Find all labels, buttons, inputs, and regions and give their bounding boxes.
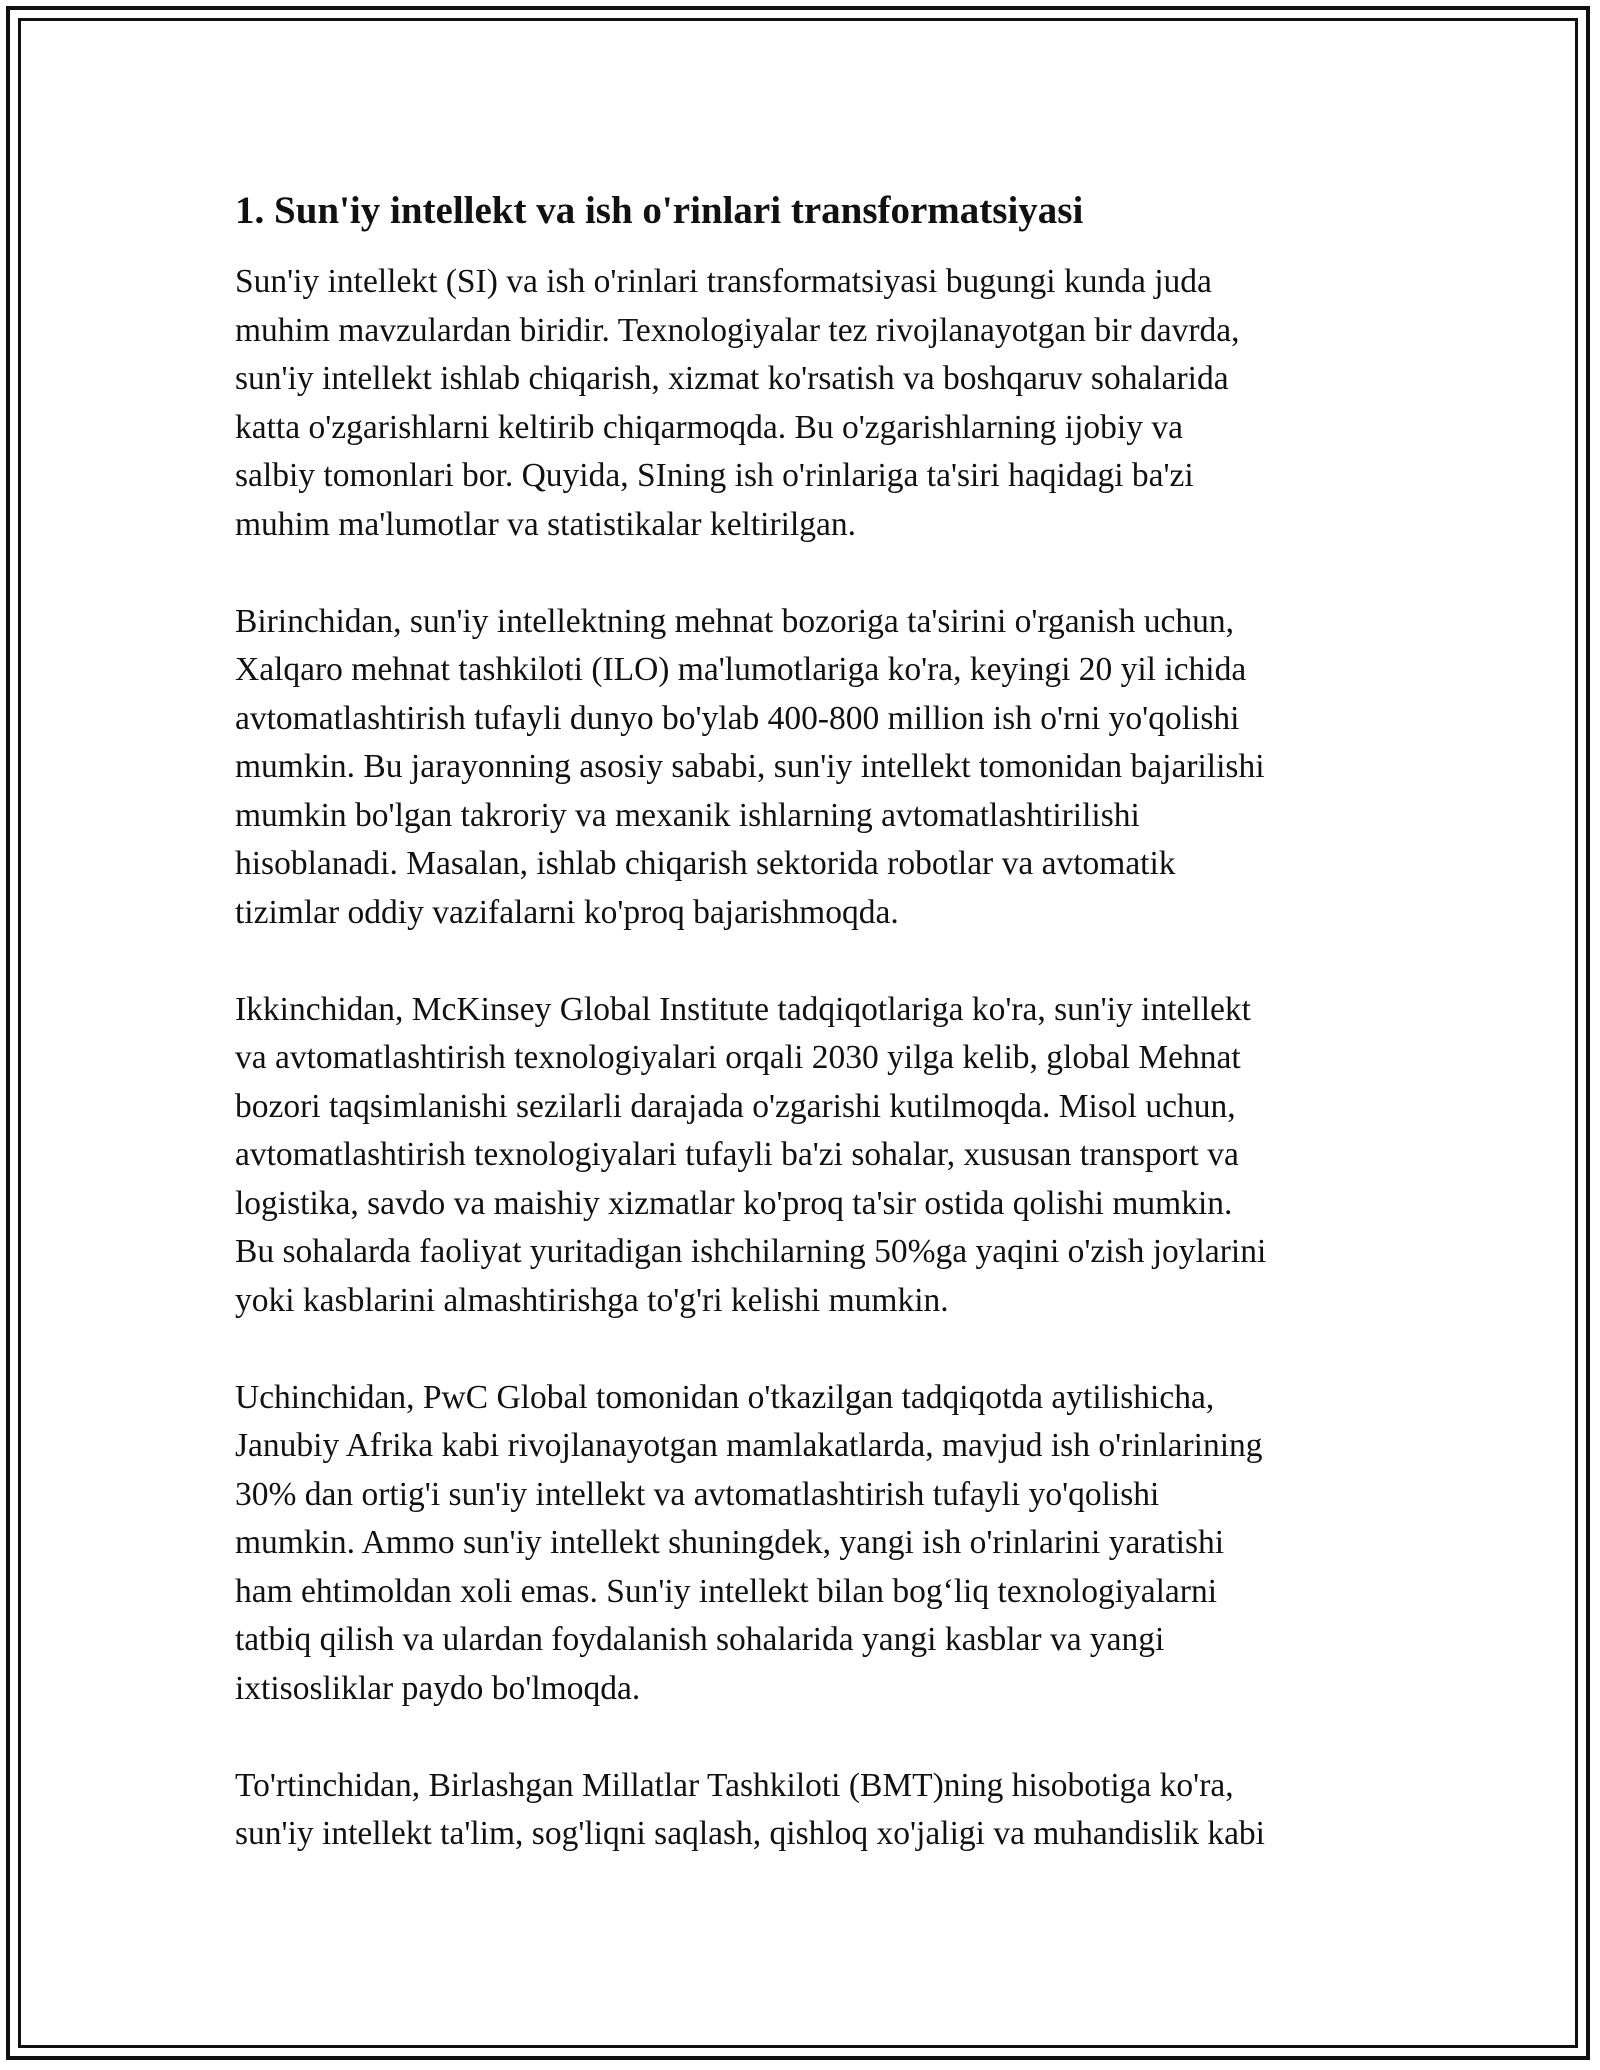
text-line: Sun'iy intellekt (SI) va ish o'rinlari transformatsiyasi bugungi kunda juda	[235, 263, 1212, 300]
document-body	[235, 186, 1385, 1907]
text-line: tatbiq qilish va ulardan foydalanish sohalarida yangi kasblar va yangi	[235, 1621, 1165, 1658]
text-line: ham ehtimoldan xoli emas. Sun'iy intellekt bilan bog‘liq texnologiyalarni	[235, 1572, 1218, 1610]
paragraph-third	[235, 1374, 1385, 1714]
text-line: logistika, savdo va maishiy xizmatlar ko'proq ta'sir ostida qolishi mumkin.	[235, 1184, 1233, 1222]
text-line: muhim ma'lumotlar va statistikalar keltirilgan.	[235, 505, 856, 543]
text-line: avtomatlashtirish tufayli dunyo bo'ylab 400-800 million ish o'rni yo'qolishi	[235, 699, 1240, 737]
paragraph-intro	[235, 258, 1385, 549]
text-line: To'rtinchidan, Birlashgan Millatlar Tashkiloti (BMT)ning hisobotiga ko'ra,	[235, 1766, 1234, 1804]
paragraph-first	[235, 598, 1385, 938]
text-line: tizimlar oddiy vazifalarni ko'proq bajarishmoqda.	[235, 893, 899, 931]
text-line: Xalqaro mehnat tashkiloti (ILO) ma'lumotlariga ko'ra, keyingi 20 yil ichida	[235, 651, 1247, 688]
text-line: Ikkinchidan, McKinsey Global Institute tadqiqotlariga ko'ra, sun'iy intellekt	[235, 990, 1251, 1028]
text-line: hisoblanadi. Masalan, ishlab chiqarish sektorida robotlar va avtomatik	[235, 845, 1176, 882]
text-line: avtomatlashtirish texnologiyalari tufayli ba'zi sohalar, xususan transport va	[235, 1136, 1239, 1173]
section-title: 1. Sun'iy intellekt va ish o'rinlari transformatsiyasi	[235, 189, 1084, 232]
text-line: Uchinchidan, PwC Global tomonidan o'tkazilgan tadqiqotda aytilishicha,	[235, 1378, 1215, 1416]
text-line: 30% dan ortig'i sun'iy intellekt va avtomatlashtirish tufayli yo'qolishi	[235, 1475, 1160, 1513]
text-line: yoki kasblarini almashtirishga to'g'ri kelishi mumkin.	[235, 1281, 949, 1319]
text-line: mumkin. Bu jarayonning asosiy sababi, sun'iy intellekt tomonidan bajarilishi	[235, 748, 1265, 785]
text-line: katta o'zgarishlarni keltirib chiqarmoqda. Bu o'zgarishlarning ijobiy va	[235, 408, 1183, 446]
text-line: mumkin. Ammo sun'iy intellekt shuningdek, yangi ish o'rinlarini yaratishi	[235, 1524, 1225, 1561]
text-line: sun'iy intellekt ta'lim, sog'liqni saqlash, qishloq xo'jaligi va muhandislik kabi	[235, 1815, 1265, 1852]
paragraph-fourth	[235, 1762, 1385, 1859]
text-line: sun'iy intellekt ishlab chiqarish, xizmat ko'rsatish va boshqaruv sohalarida	[235, 360, 1229, 397]
text-line: Janubiy Afrika kabi rivojlanayotgan mamlakatlarda, mavjud ish o'rinlarining	[235, 1427, 1263, 1464]
text-line: Bu sohalarda faoliyat yuritadigan ishchilarning 50%ga yaqini o'zish joylarini	[235, 1233, 1267, 1270]
paragraph-second	[235, 986, 1385, 1326]
text-line: Birinchidan, sun'iy intellektning mehnat bozoriga ta'sirini o'rganish uchun,	[235, 602, 1235, 640]
text-line: ixtisosliklar paydo bo'lmoqda.	[235, 1669, 641, 1707]
text-line: va avtomatlashtirish texnologiyalari orqali 2030 yilga kelib, global Mehnat	[235, 1039, 1241, 1076]
text-line: bozori taqsimlanishi sezilarli darajada o'zgarishi kutilmoqda. Misol uchun,	[235, 1087, 1236, 1125]
text-line: muhim mavzulardan biridir. Texnologiyalar tez rivojlanayotgan bir davrda,	[235, 311, 1240, 349]
text-line: salbiy tomonlari bor. Quyida, SIning ish o'rinlariga ta'siri haqidagi ba'zi	[235, 457, 1194, 494]
text-line: mumkin bo'lgan takroriy va mexanik ishlarning avtomatlashtirilishi	[235, 796, 1140, 834]
